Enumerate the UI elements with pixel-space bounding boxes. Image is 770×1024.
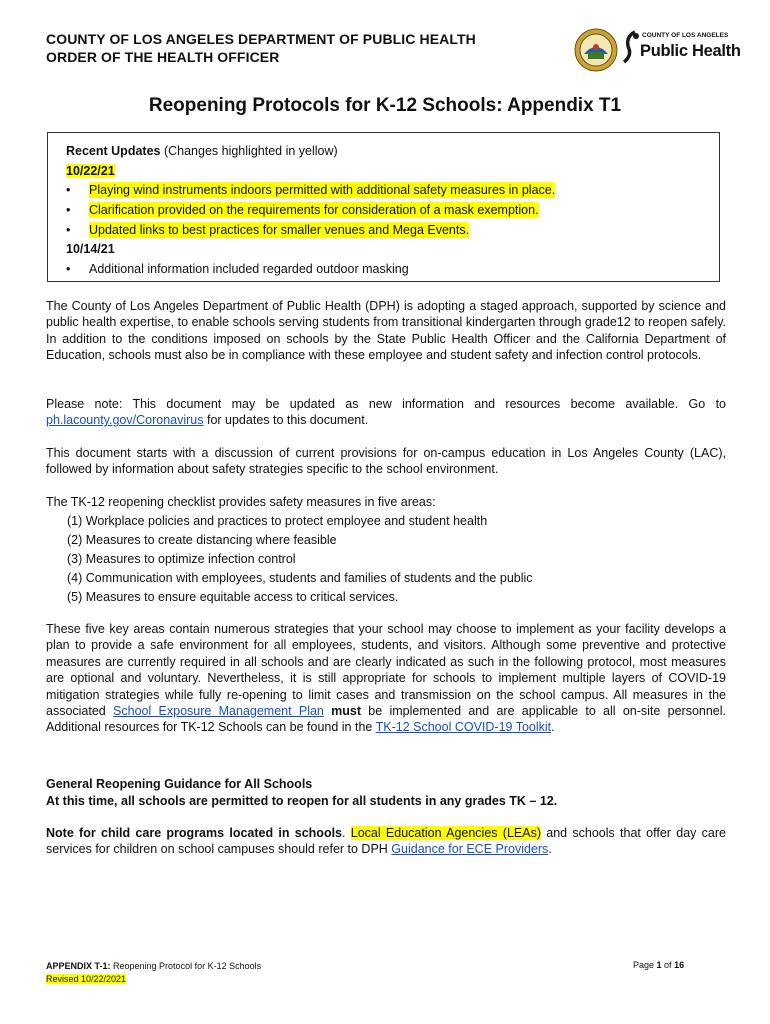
page-number: Page 1 of 16 — [633, 960, 685, 970]
bullet-icon: • — [66, 183, 71, 197]
general-line: At this time, all schools are permitted to reopen for all students in any grades TK – 12. — [46, 794, 558, 808]
footer-revised: Revised 10/22/2021 — [46, 974, 127, 984]
update-date-1: 10/22/21 — [66, 164, 115, 178]
update-item-text: Updated links to best practices for smaller venues and Mega Events. — [89, 223, 470, 237]
footer-text: Reopening Protocol for K-12 Schools — [110, 961, 262, 971]
ece-guidance-link[interactable]: Guidance for ECE Providers — [391, 842, 549, 857]
bullet-icon: • — [66, 223, 71, 237]
school-exposure-plan-link[interactable]: School Exposure Management Plan — [113, 704, 324, 719]
update-date-2: 10/14/21 — [66, 242, 115, 256]
note-paragraph: Please note: This document may be updated as new information and resources become available. Go to ph.lacounty.gov/Coronavirus for updates to this document. — [46, 397, 726, 428]
public-health-logo — [622, 30, 741, 64]
key-areas-paragraph: These five key areas contain numerous strategies that your school may choose to implement as your facility develops a plan to provide a safe environment for all employees, students, and visitors. Although some preventive and protective measures are currently required in all schools and are clearly indicated as such in the following protocol, most measures are optional and voluntary. Nevertheless, it is still appropriate for schools to implement multiple layers of COVID-19 mitigation strategies while fully re-opening to limit cases and transmission on the school campus. All measures in the associated School Exposure Management Plan must be implemented and are applicable to all on-site personnel. Additional resources for TK-12 Schools can be found in the TK-12 School COVID-19 Toolkit. — [46, 622, 727, 735]
logo-county-text: COUNTY OF LOS ANGELES — [642, 32, 729, 39]
covid-toolkit-link[interactable]: TK-12 School COVID-19 Toolkit — [375, 720, 552, 735]
discussion-paragraph: This document starts with a discussion of current provisions for on-campus education in Los Angeles County (LAC), followed by information about safety strategies specific to the school environment. — [46, 446, 726, 477]
checklist-item: (2) Measures to create distancing where feasible — [67, 533, 337, 547]
updates-heading-line — [66, 143, 338, 159]
update-item-text: Clarification provided on the requirements for consideration of a mask exemption. — [89, 203, 539, 217]
footer-label: APPENDIX T-1: — [46, 961, 111, 971]
checklist-item: (1) Workplace policies and practices to protect employee and student health — [67, 514, 488, 528]
checklist-item: (4) Communication with employees, students and families of students and the public — [67, 571, 533, 585]
bullet-icon: • — [66, 203, 71, 217]
childcare-paragraph: Note for child care programs located in schools. Local Education Agencies (LEAs) and schools that offer day care services for children on school campuses should refer to DPH Guidance for ECE Providers. — [46, 826, 726, 857]
county-seal-icon — [574, 28, 618, 72]
updates-heading: Recent Updates — [66, 144, 161, 158]
lea-highlight: Local Education Agencies (LEAs) — [350, 826, 541, 840]
header-line-1: COUNTY OF LOS ANGELES DEPARTMENT OF PUBLIC HEALTH — [46, 31, 476, 47]
checklist-intro: The TK-12 reopening checklist provides safety measures in five areas: — [46, 495, 436, 509]
header-title — [46, 30, 476, 66]
header-line-2: ORDER OF THE HEALTH OFFICER — [46, 49, 280, 65]
logo-public-health-text: Public Health — [640, 42, 741, 60]
checklist-item: (5) Measures to ensure equitable access to critical services. — [67, 590, 399, 604]
footer-left — [46, 960, 261, 986]
update-item-text: Additional information included regarded outdoor masking — [89, 262, 409, 276]
update-item-text: Playing wind instruments indoors permitted with additional safety measures in place. — [89, 183, 556, 197]
recent-updates-box — [47, 132, 720, 282]
coronavirus-link[interactable]: ph.lacounty.gov/Coronavirus — [46, 413, 204, 428]
general-heading: General Reopening Guidance for All Schools — [46, 777, 313, 791]
bullet-icon: • — [66, 262, 71, 276]
updates-note: (Changes highlighted in yellow) — [160, 144, 338, 158]
checklist-item: (3) Measures to optimize infection control — [67, 552, 296, 566]
intro-paragraph: The County of Los Angeles Department of Public Health (DPH) is adopting a staged approach, supported by science and public health expertise, to enable schools serving students from transitional kindergarten through grade12 to reopen safely. In addition to the conditions imposed on schools by the State Public Health Officer and the California Department of Education, schools must also be in compliance with these employee and student safety and infection control protocols. — [46, 299, 726, 363]
public-health-figure-icon — [622, 30, 642, 64]
document-title: Reopening Protocols for K-12 Schools: Appendix T1 — [148, 95, 622, 116]
